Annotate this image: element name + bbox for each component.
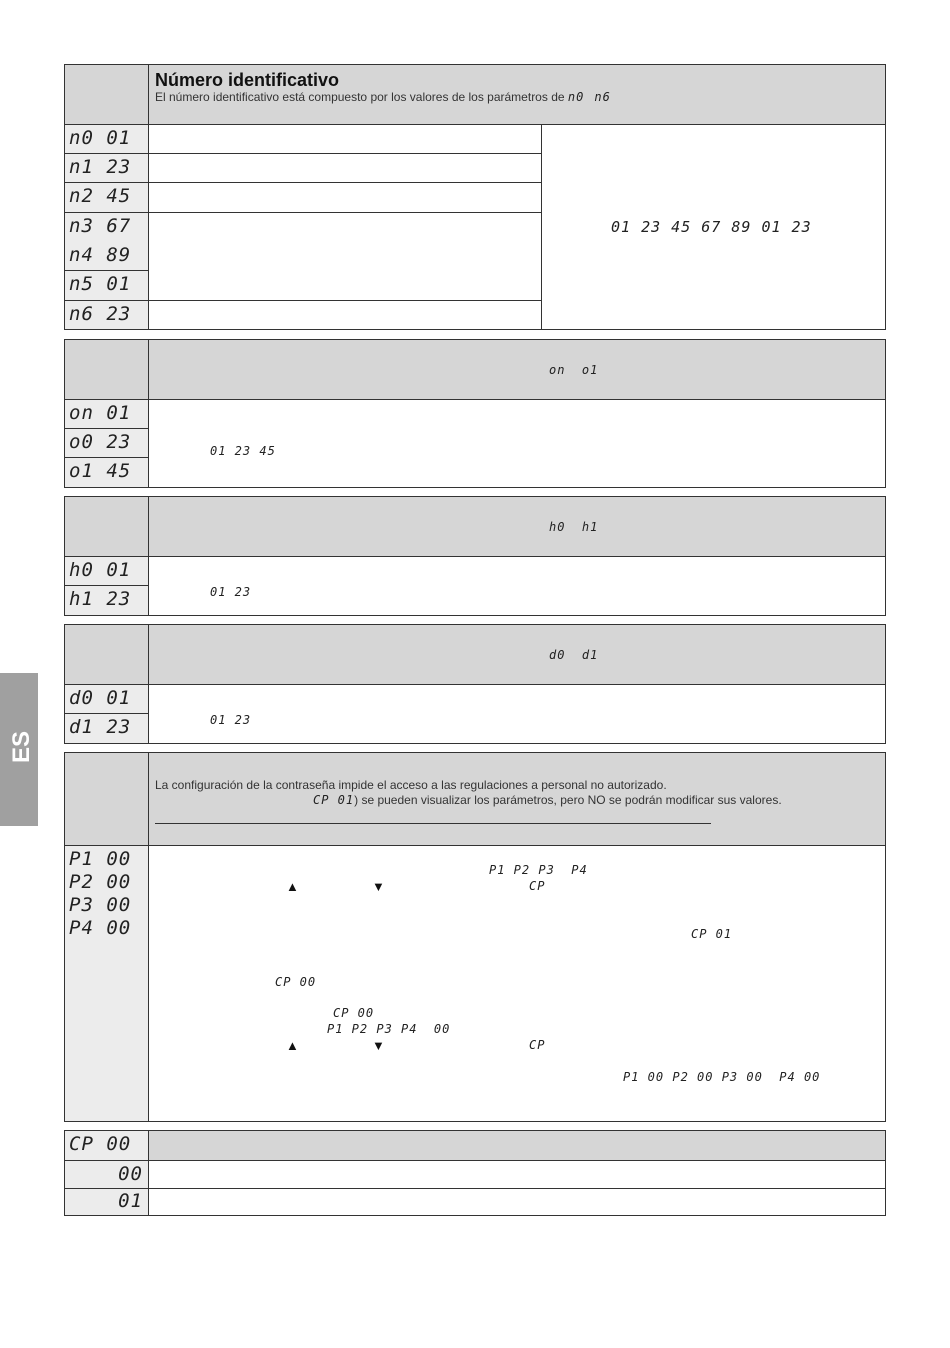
param-h1: h1 23 (69, 588, 132, 610)
param-p1: P1 00 (69, 848, 132, 870)
param-n5: n5 01 (69, 273, 132, 295)
section-desc: El número identificativo está compuesto por los valores de los parámetros de n0 n6 (155, 90, 611, 104)
param-d1: d1 23 (69, 716, 132, 738)
cp-table (64, 1130, 886, 1216)
id-number-table (64, 64, 886, 330)
param-o0: o0 23 (69, 431, 132, 453)
language-label: ES (8, 730, 36, 764)
param-p3: P3 00 (69, 894, 132, 916)
param-n0: n0 01 (69, 127, 132, 149)
down-arrow-icon: ▼ (372, 1038, 385, 1053)
param-o1: o1 45 (69, 460, 132, 482)
header-codes: d0 d1 (549, 648, 599, 662)
password-table (64, 752, 886, 1122)
param-n1: n1 23 (69, 156, 132, 178)
password-desc-2: CP 01) se pueden visualizar los parámetros, pero NO se podrán modificar sus valores. (313, 793, 782, 807)
param-n2: n2 45 (69, 185, 132, 207)
password-desc-1: La configuración de la contraseña impide el acceso a las regulaciones a personal no autorizado. (155, 778, 667, 792)
section-title: Número identificativo (155, 70, 340, 90)
up-arrow-icon: ▲ (286, 1038, 299, 1053)
up-arrow-icon: ▲ (286, 879, 299, 894)
header-codes: on o1 (549, 363, 599, 377)
cp00-code: CP 00 (275, 975, 317, 989)
param-on: on 01 (69, 402, 132, 424)
down-arrow-icon: ▼ (372, 879, 385, 894)
param-n3: n3 67 (69, 215, 132, 237)
param-n6: n6 23 (69, 303, 132, 325)
param-h0: h0 01 (69, 559, 132, 581)
d-values: 01 23 (210, 713, 252, 727)
cp00-code-2: CP 00 (333, 1006, 375, 1020)
cp-option-01: 01 (118, 1190, 143, 1212)
p-final-code: P1 00 P2 00 P3 00 P4 00 (623, 1070, 821, 1084)
param-n4: n4 89 (69, 244, 132, 266)
header-codes: h0 h1 (549, 520, 599, 534)
o-params-table (64, 339, 886, 488)
cp01-code: CP 01 (691, 927, 733, 941)
id-number-value: 01 23 45 67 89 01 23 (611, 218, 812, 236)
p-list-00-code: P1 P2 P3 P4 00 (327, 1022, 451, 1036)
h-params-table (64, 496, 886, 616)
cp-code: CP (529, 879, 546, 893)
param-p2: P2 00 (69, 871, 132, 893)
cp-title: CP 00 (69, 1133, 132, 1155)
p-list-code: P1 P2 P3 P4 (489, 863, 588, 877)
param-p4: P4 00 (69, 917, 132, 939)
param-d0: d0 01 (69, 687, 132, 709)
cp-code-2: CP (529, 1038, 546, 1052)
table-header (65, 65, 885, 125)
cp-option-00: 00 (118, 1163, 143, 1185)
h-values: 01 23 (210, 585, 252, 599)
d-params-table (64, 624, 886, 744)
language-tab (0, 673, 38, 826)
o-values: 01 23 45 (210, 444, 276, 458)
